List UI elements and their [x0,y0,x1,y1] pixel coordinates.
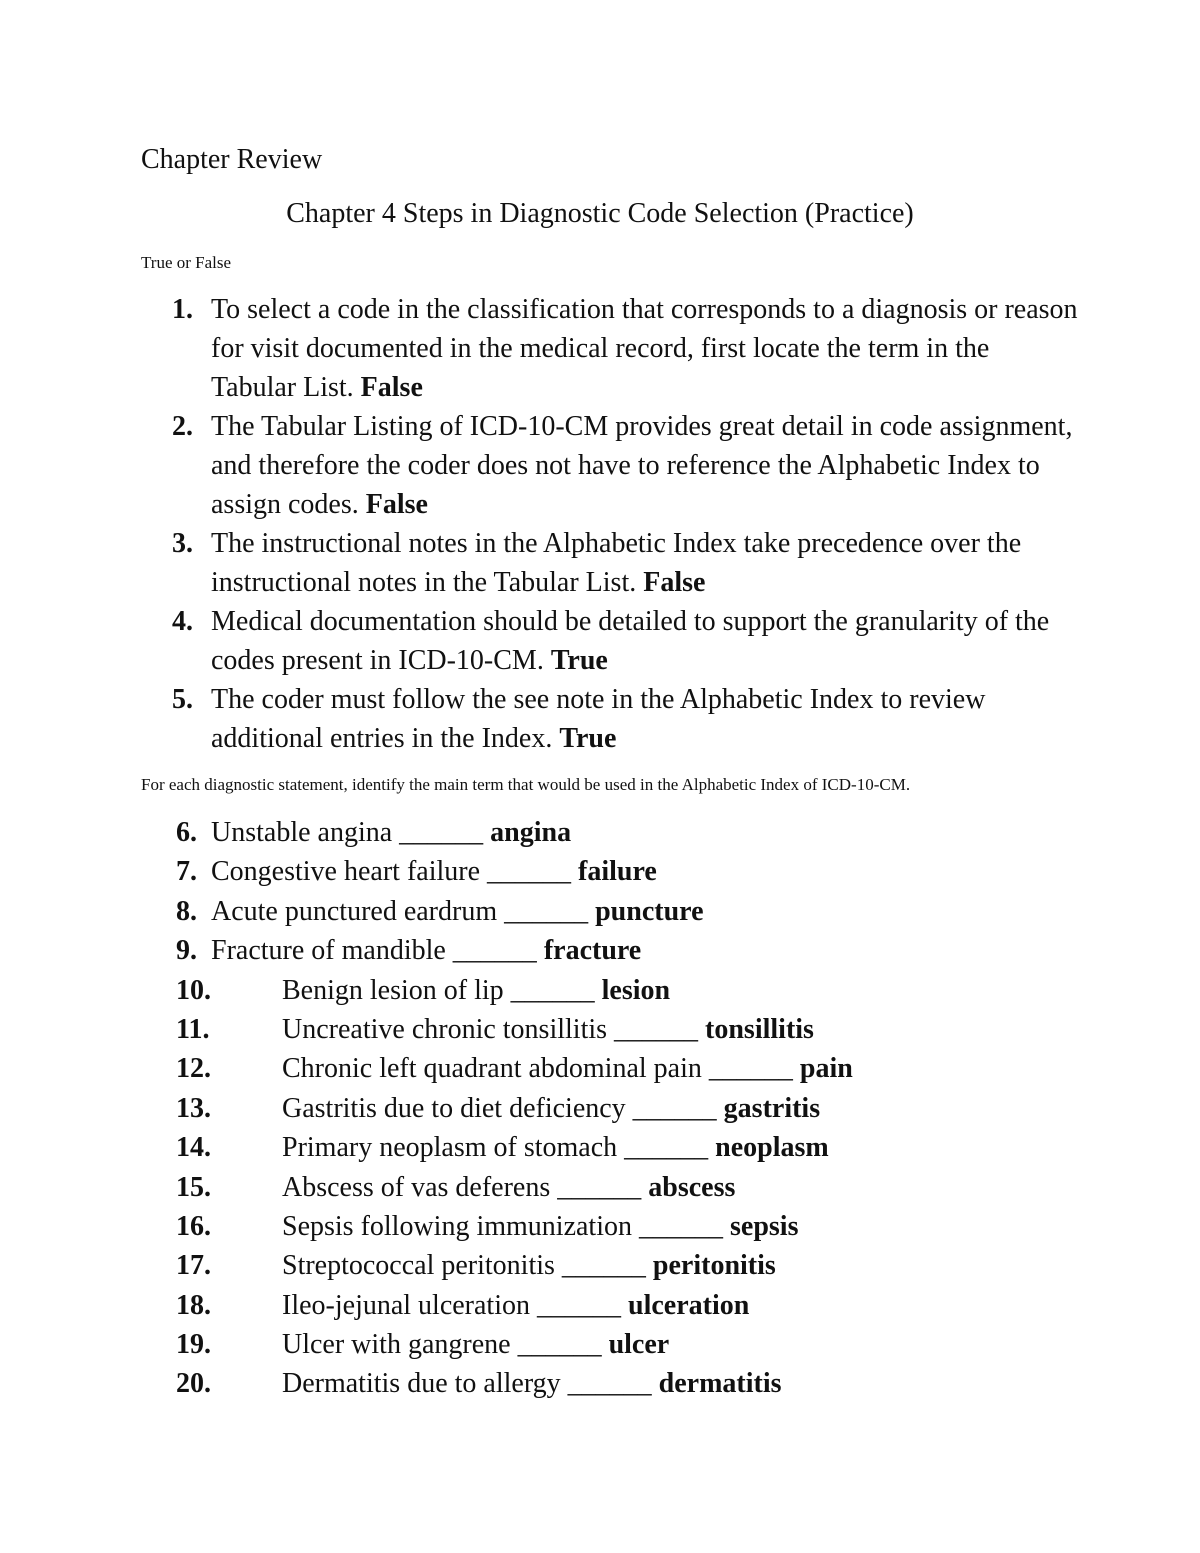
statement-item [0,1325,1200,1364]
question-answer: True [550,645,608,676]
statement-number: 6. [176,817,197,848]
statement-item [0,892,1200,931]
statement-text: Congestive heart failure ______ [211,856,572,888]
statement-text: Acute punctured eardrum ______ [211,895,589,927]
question-answer: True [559,723,617,754]
statement-answer: peritonitis [652,1250,776,1282]
question-text: The coder must follow the see note in the Alphabetic Index to review additional entries in the Index. [211,684,986,754]
statement-number: 14. [176,1132,211,1164]
question-answer: False [360,372,423,403]
page-title: Chapter Review [141,144,323,175]
question-number: 1. [172,294,193,325]
question-item [0,290,1200,407]
statement-number: 9. [176,935,197,967]
statement-text: Streptococcal peritonitis ______ [282,1250,646,1282]
true-false-label: True or False [141,253,232,272]
statement-item [0,813,1200,852]
statement-answer: pain [799,1053,853,1085]
statement-item [0,1128,1200,1167]
statement-text: Fracture of mandible ______ [211,935,537,967]
statement-number: 20. [176,1368,211,1400]
true-false-list [0,290,1200,758]
statement-text: Dermatitis due to allergy ______ [282,1368,652,1400]
chapter-subtitle: Chapter 4 Steps in Diagnostic Code Selection (Practice) [286,198,914,229]
statement-number: 8. [176,895,197,927]
statement-number: 16. [176,1210,211,1242]
statement-answer: dermatitis [658,1368,782,1400]
statement-answer: sepsis [730,1210,799,1242]
statement-number: 17. [176,1250,211,1282]
question-item [0,407,1200,524]
statement-number: 19. [176,1329,211,1361]
statement-answer: ulcer [608,1329,670,1361]
statement-number: 11. [176,1013,210,1045]
question-item [0,680,1200,758]
statement-text: Uncreative chronic tonsillitis ______ [282,1013,699,1045]
question-answer: False [365,489,428,520]
statement-text: Abscess of vas deferens ______ [282,1171,642,1203]
statement-text: Sepsis following immunization ______ [282,1210,723,1242]
question-number: 2. [172,411,193,442]
statement-number: 7. [176,856,197,888]
statement-text: Unstable angina ______ [211,817,484,848]
statement-item [0,1089,1200,1128]
statement-answer: neoplasm [715,1132,829,1164]
statement-text: Gastritis due to diet deficiency ______ [282,1092,717,1124]
statement-text: Chronic left quadrant abdominal pain ______ [282,1053,793,1085]
statement-number: 10. [176,974,211,1006]
statement-item [0,1364,1200,1403]
statement-answer: gastritis [723,1092,821,1124]
statement-item [0,1168,1200,1207]
question-text: The instructional notes in the Alphabetic Index take precedence over the instructional notes in the Tabular List. [211,528,1022,598]
statement-answer: angina [490,817,572,848]
statement-answer: lesion [601,974,671,1006]
question-number: 3. [172,528,193,559]
question-text: Medical documentation should be detailed to support the granularity of the codes present in ICD-10-CM. [211,606,1050,676]
statement-item [0,1207,1200,1246]
statement-item [0,931,1200,970]
statement-answer: failure [578,856,657,888]
statement-text: Primary neoplasm of stomach ______ [282,1132,709,1164]
statement-item [0,971,1200,1010]
statement-answer: abscess [648,1171,736,1203]
question-answer: False [643,567,706,598]
question-number: 5. [172,684,193,715]
statement-item [0,1010,1200,1049]
question-item [0,524,1200,602]
question-item [0,602,1200,680]
statement-item [0,1049,1200,1088]
statement-item [0,852,1200,891]
statement-item [0,1246,1200,1285]
question-number: 4. [172,606,193,637]
question-text: The Tabular Listing of ICD-10-CM provides great detail in code assignment, and therefore the coder does not have to reference the Alphabetic Index to assign codes. [211,411,1073,520]
statement-item [0,1286,1200,1325]
statement-number: 18. [176,1289,211,1321]
statement-answer: ulceration [628,1289,750,1321]
main-term-instructions: For each diagnostic statement, identify the main term that would be used in the Alphabetic Index of ICD-10-CM. [141,775,911,794]
statement-answer: puncture [595,895,704,927]
statement-number: 13. [176,1092,211,1124]
statement-text: Ileo-jejunal ulceration ______ [282,1289,621,1321]
question-text: To select a code in the classification that corresponds to a diagnosis or reason for visit documented in the medical record, first locate the term in the Tabular List. [211,294,1078,403]
statement-number: 15. [176,1171,211,1203]
statement-text: Benign lesion of lip ______ [282,974,595,1006]
main-term-list [0,813,1200,1404]
statement-number: 12. [176,1053,211,1085]
statement-answer: fracture [543,935,642,967]
statement-answer: tonsillitis [705,1013,814,1045]
statement-text: Ulcer with gangrene ______ [282,1329,602,1361]
